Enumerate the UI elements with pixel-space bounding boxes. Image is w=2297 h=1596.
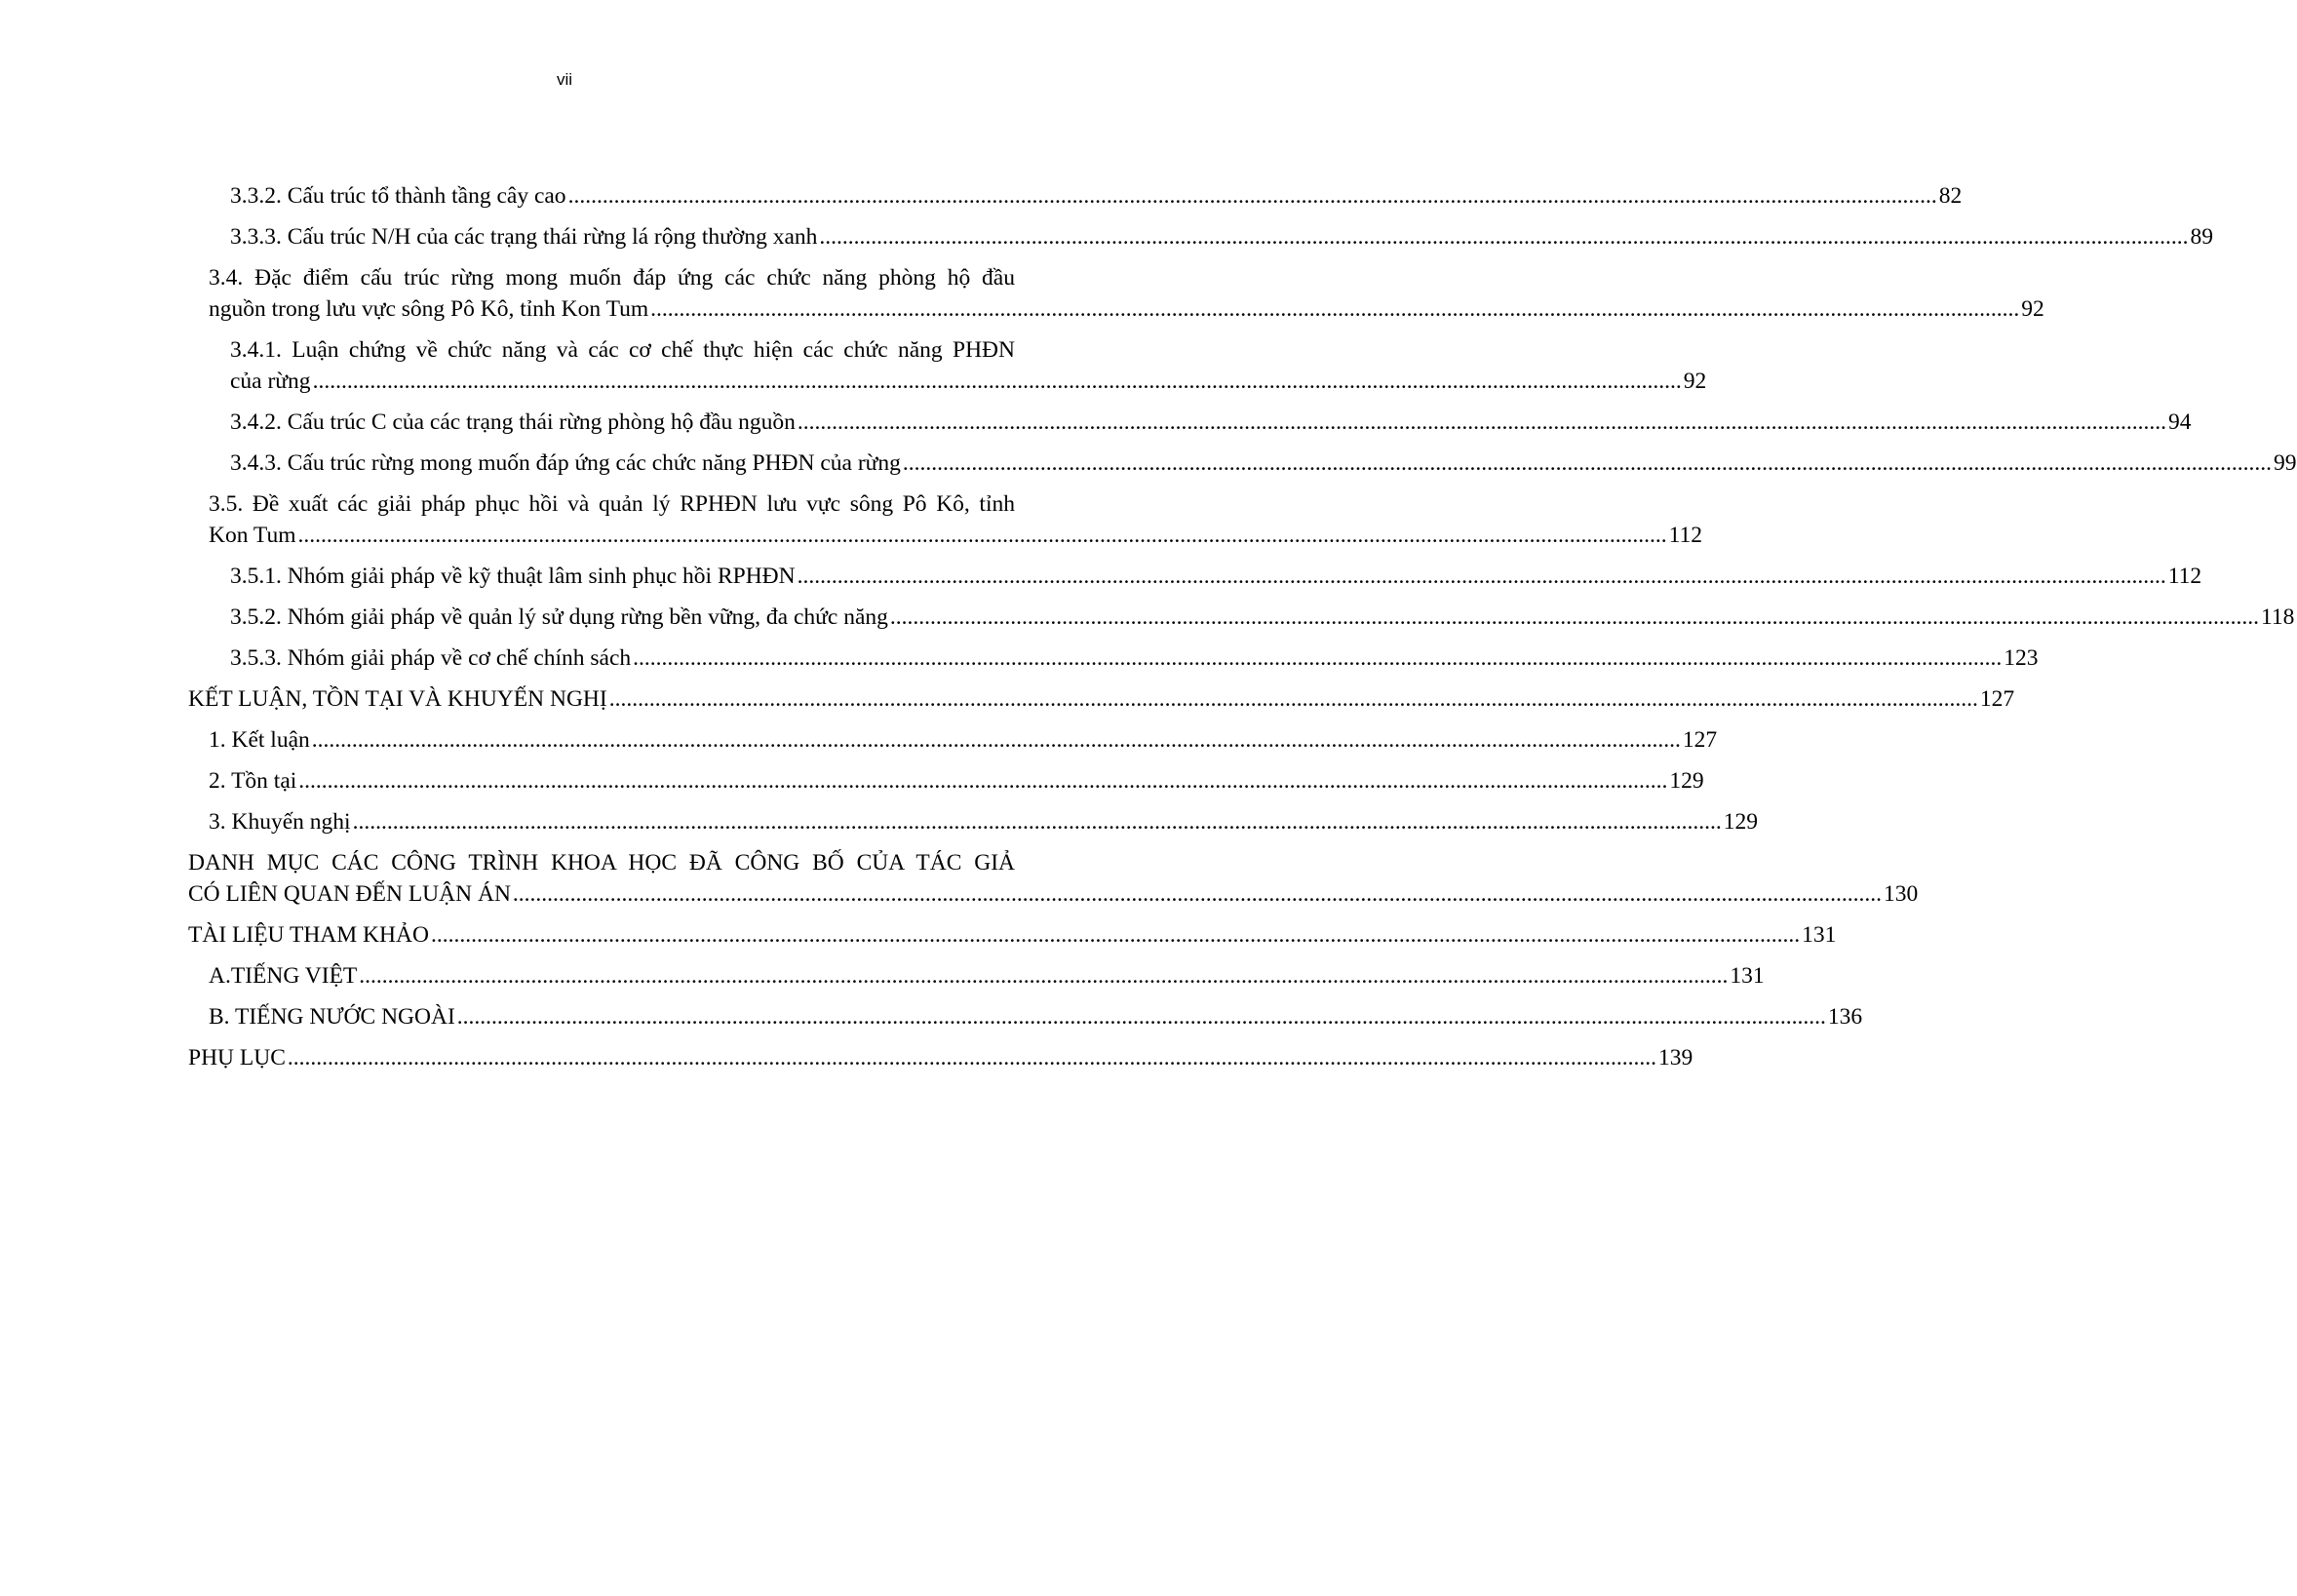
dot-leader: ............................................................................................................................................................................................................................................... bbox=[456, 1004, 1826, 1030]
toc-entry[interactable] bbox=[188, 847, 1919, 910]
toc-entry-page: 118 bbox=[2261, 604, 2295, 630]
toc-entry-title: 3. Khuyến nghị bbox=[209, 809, 351, 835]
dot-leader: ............................................................................................................................................................................................................................................... bbox=[312, 369, 1682, 394]
dot-leader: ............................................................................................................................................................................................................................................... bbox=[889, 604, 2260, 630]
dot-leader: ............................................................................................................................................................................................................................................... bbox=[430, 922, 1801, 948]
toc-entry-page: 112 bbox=[1668, 523, 1702, 548]
toc-entry-title: 3.3.2. Cấu trúc tổ thành tầng cây cao bbox=[230, 183, 566, 209]
toc-entry-page: 123 bbox=[2004, 645, 2039, 671]
toc-entry-page: 94 bbox=[2167, 409, 2192, 435]
toc-entry-title: 1. Kết luận bbox=[209, 727, 310, 753]
toc-entry-page: 131 bbox=[1802, 922, 1837, 948]
table-of-contents bbox=[0, 180, 2297, 1083]
toc-entry-page: 127 bbox=[1682, 727, 1718, 753]
toc-entry-page: 130 bbox=[1884, 881, 1919, 907]
dot-leader: ............................................................................................................................................................................................................................................... bbox=[567, 183, 1937, 209]
toc-entry-title-line1: 3.4.1. Luận chứng về chức năng và các cơ chế thực hiện các chức năng PHĐN bbox=[230, 337, 1015, 363]
toc-entry[interactable] bbox=[230, 448, 2297, 479]
toc-entry[interactable] bbox=[188, 1042, 1694, 1073]
toc-entry-title-line1: 3.5. Đề xuất các giải pháp phục hồi và quản lý RPHĐN lưu vực sông Pô Kô, tỉnh bbox=[209, 491, 1015, 517]
toc-entry[interactable] bbox=[230, 180, 1963, 212]
toc-entry[interactable] bbox=[230, 642, 2039, 674]
dot-leader: ............................................................................................................................................................................................................................................... bbox=[608, 686, 1978, 712]
toc-entry-title: 3.4.3. Cấu trúc rừng mong muốn đáp ứng các chức năng PHĐN của rừng bbox=[230, 450, 901, 476]
toc-entry-page: 99 bbox=[2274, 450, 2297, 476]
toc-entry-page: 92 bbox=[2021, 296, 2044, 322]
dot-leader: ............................................................................................................................................................................................................................................... bbox=[650, 296, 2020, 322]
toc-entry[interactable] bbox=[230, 561, 2202, 592]
toc-entry-title-line1: DANH MỤC CÁC CÔNG TRÌNH KHOA HỌC ĐÃ CÔNG BỐ CỦA TÁC GIẢ bbox=[188, 850, 1015, 876]
toc-entry[interactable] bbox=[230, 602, 2295, 633]
toc-entry[interactable] bbox=[209, 724, 1718, 756]
toc-entry-title: của rừng bbox=[230, 369, 311, 394]
dot-leader: ............................................................................................................................................................................................................................................... bbox=[352, 809, 1722, 835]
toc-entry-page: 139 bbox=[1658, 1045, 1694, 1070]
toc-entry-title: 3.5.2. Nhóm giải pháp về quản lý sử dụng rừng bền vững, đa chức năng bbox=[230, 604, 888, 630]
toc-entry-title: 3.5.1. Nhóm giải pháp về kỹ thuật lâm sinh phục hồi RPHĐN bbox=[230, 564, 796, 589]
toc-entry-title: Kon Tum bbox=[209, 523, 296, 548]
toc-entry-title: 2. Tồn tại bbox=[209, 768, 297, 794]
toc-entry[interactable] bbox=[209, 262, 2044, 325]
dot-leader: ............................................................................................................................................................................................................................................... bbox=[633, 645, 2003, 671]
toc-entry[interactable] bbox=[188, 919, 1837, 951]
dot-leader: ............................................................................................................................................................................................................................................... bbox=[512, 881, 1883, 907]
toc-entry[interactable] bbox=[209, 1001, 1863, 1032]
toc-entry-page: 129 bbox=[1723, 809, 1758, 835]
dot-leader: ............................................................................................................................................................................................................................................... bbox=[297, 523, 1667, 548]
dot-leader: ............................................................................................................................................................................................................................................... bbox=[359, 963, 1729, 989]
dot-leader: ............................................................................................................................................................................................................................................... bbox=[819, 224, 2189, 250]
toc-entry-page: 129 bbox=[1669, 768, 1704, 794]
toc-entry-page: 131 bbox=[1730, 963, 1765, 989]
dot-leader: ............................................................................................................................................................................................................................................... bbox=[797, 564, 2166, 589]
toc-entry-title: CÓ LIÊN QUAN ĐẾN LUẬN ÁN bbox=[188, 881, 511, 907]
toc-entry[interactable] bbox=[209, 806, 1758, 837]
toc-entry-page: 89 bbox=[2190, 224, 2214, 250]
toc-entry[interactable] bbox=[209, 488, 1702, 551]
dot-leader: ............................................................................................................................................................................................................................................... bbox=[298, 768, 1668, 794]
toc-entry-page: 136 bbox=[1827, 1004, 1863, 1030]
toc-entry-page: 82 bbox=[1938, 183, 1963, 209]
toc-entry-title: 3.3.3. Cấu trúc N/H của các trạng thái rừng lá rộng thường xanh bbox=[230, 224, 818, 250]
toc-entry[interactable] bbox=[188, 683, 2015, 715]
toc-entry[interactable] bbox=[230, 221, 2214, 253]
toc-entry-page: 127 bbox=[1979, 686, 2015, 712]
toc-entry-page: 92 bbox=[1683, 369, 1707, 394]
dot-leader: ............................................................................................................................................................................................................................................... bbox=[797, 409, 2166, 435]
toc-entry-title: 3.4.2. Cấu trúc C của các trạng thái rừng phòng hộ đầu nguồn bbox=[230, 409, 796, 435]
toc-entry-page: 112 bbox=[2167, 564, 2202, 589]
dot-leader: ............................................................................................................................................................................................................................................... bbox=[287, 1045, 1657, 1070]
toc-entry-title: PHỤ LỤC bbox=[188, 1045, 286, 1070]
toc-entry-title: nguồn trong lưu vực sông Pô Kô, tỉnh Kon Tum bbox=[209, 296, 649, 322]
toc-entry[interactable] bbox=[209, 765, 1704, 797]
dot-leader: ............................................................................................................................................................................................................................................... bbox=[311, 727, 1681, 753]
toc-entry[interactable] bbox=[209, 960, 1765, 992]
toc-entry-title-line1: 3.4. Đặc điểm cấu trúc rừng mong muốn đáp ứng các chức năng phòng hộ đầu bbox=[209, 265, 1015, 291]
toc-entry[interactable] bbox=[230, 407, 2192, 438]
toc-entry-title: TÀI LIỆU THAM KHẢO bbox=[188, 922, 429, 948]
toc-entry-title: 3.5.3. Nhóm giải pháp về cơ chế chính sách bbox=[230, 645, 632, 671]
page-number: vii bbox=[556, 70, 573, 89]
toc-entry-title: KẾT LUẬN, TỒN TẠI VÀ KHUYẾN NGHỊ bbox=[188, 686, 607, 712]
dot-leader: ............................................................................................................................................................................................................................................... bbox=[902, 450, 2273, 476]
toc-entry[interactable] bbox=[230, 334, 1707, 397]
toc-entry-title: A.TIẾNG VIỆT bbox=[209, 963, 358, 989]
toc-entry-title: B. TIẾNG NƯỚC NGOÀI bbox=[209, 1004, 455, 1030]
